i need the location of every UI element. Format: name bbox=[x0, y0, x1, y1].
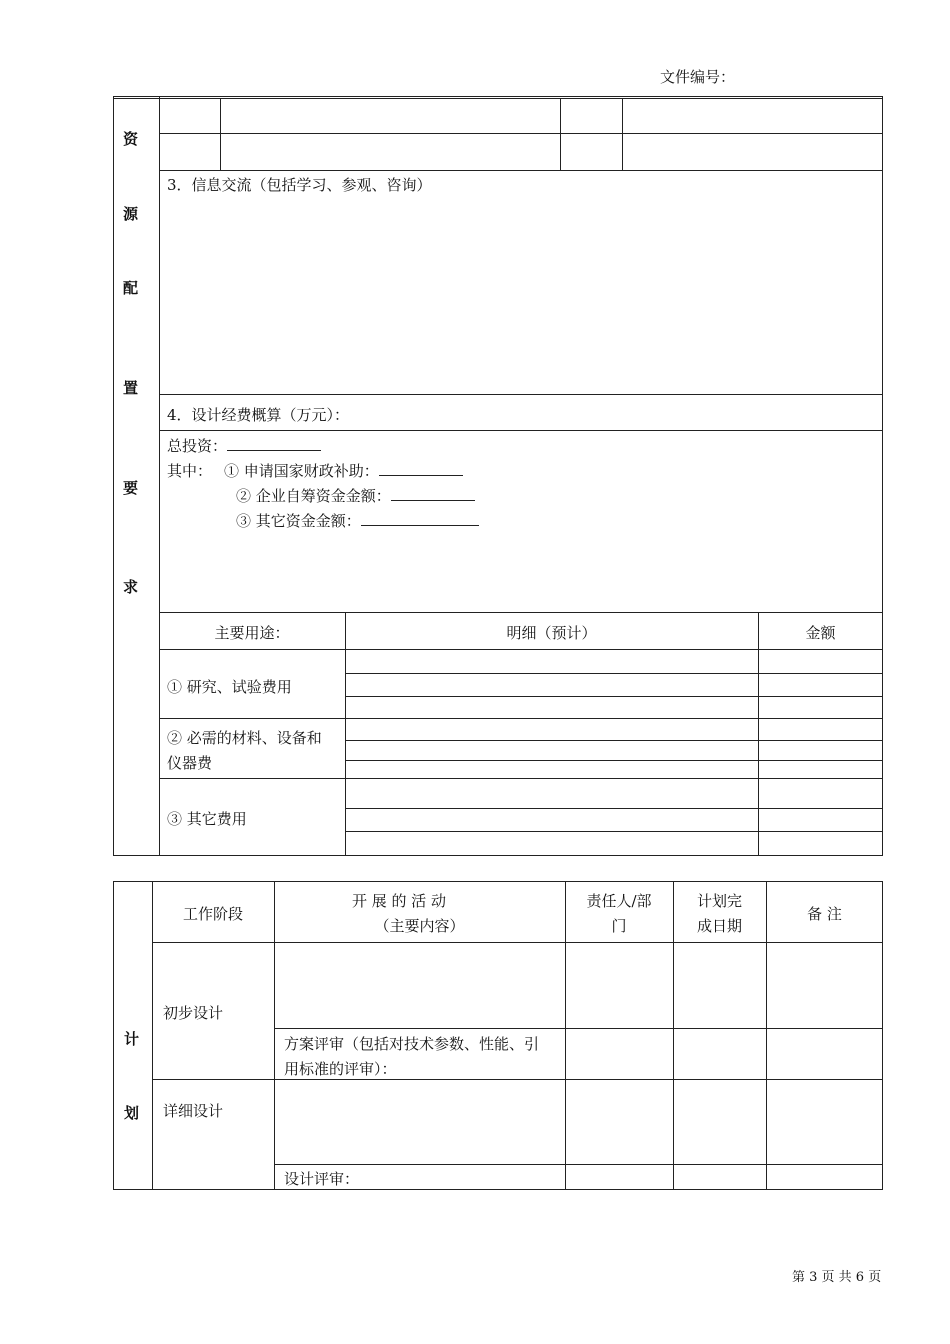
fund-item-3-blank[interactable] bbox=[361, 511, 479, 526]
header-owner-line2: 门 bbox=[611, 917, 627, 935]
usage-header-detail: 明细（预计） bbox=[506, 624, 597, 642]
double-top-rule bbox=[113, 98, 883, 99]
grid-rule bbox=[159, 649, 883, 650]
fund-item-3-label: ③ 其它资金金额： bbox=[236, 512, 361, 530]
side-char-qiu: 求 bbox=[123, 578, 139, 596]
grid-rule bbox=[159, 394, 883, 395]
grid-rule bbox=[159, 170, 883, 171]
budget-title: 4．设计经费概算（万元）： bbox=[167, 406, 350, 424]
grid-divider bbox=[766, 881, 767, 1190]
header-owner-line1: 责任人/部 bbox=[586, 892, 652, 910]
side-char-yao: 要 bbox=[123, 479, 139, 497]
side-column-divider bbox=[152, 881, 153, 1190]
grid-rule bbox=[345, 696, 883, 697]
grid-divider bbox=[758, 612, 759, 856]
grid-divider bbox=[622, 98, 623, 170]
header-date-line2: 成日期 bbox=[696, 917, 742, 935]
fund-item-3-row bbox=[236, 510, 479, 531]
grid-rule bbox=[345, 740, 883, 741]
header-date-line1: 计划完 bbox=[696, 892, 742, 910]
grid-divider bbox=[220, 98, 221, 170]
usage-header-amount: 金额 bbox=[805, 624, 836, 642]
usage-header-purpose: 主要用途： bbox=[214, 624, 290, 642]
side-char-ji: 计 bbox=[124, 1030, 140, 1048]
header-activity-line2: （主要内容） bbox=[374, 917, 465, 935]
scheme-review-line2: 用标准的评审）： bbox=[284, 1060, 397, 1078]
total-investment-row bbox=[167, 435, 321, 456]
grid-rule bbox=[345, 673, 883, 674]
fund-item-1-label: ① 申请国家财政补助： bbox=[224, 462, 379, 480]
design-review-label: 设计评审： bbox=[284, 1170, 360, 1188]
fund-item-1-blank[interactable] bbox=[379, 461, 463, 476]
grid-rule bbox=[274, 1164, 883, 1165]
grid-rule bbox=[159, 133, 883, 134]
side-char-pei: 配 bbox=[123, 279, 139, 297]
info-exchange-label: 3．信息交流（包括学习、参观、咨询） bbox=[167, 176, 432, 194]
usage-row-materials-line1: ② 必需的材料、设备和 bbox=[167, 729, 322, 747]
total-investment-blank[interactable] bbox=[227, 436, 321, 451]
document-number-label: 文件编号： bbox=[660, 68, 736, 86]
grid-rule bbox=[345, 760, 883, 761]
stage-detailed-design: 详细设计 bbox=[163, 1102, 224, 1120]
grid-rule bbox=[152, 942, 883, 943]
grid-rule bbox=[152, 1079, 883, 1080]
grid-rule bbox=[159, 612, 883, 613]
fund-item-1-row bbox=[167, 460, 463, 481]
side-char-hua: 划 bbox=[124, 1104, 140, 1122]
grid-divider bbox=[345, 612, 346, 856]
total-investment-label: 总投资： bbox=[167, 437, 228, 455]
usage-row-research: ① 研究、试验费用 bbox=[167, 678, 292, 696]
grid-rule bbox=[345, 808, 883, 809]
side-char-zhi: 置 bbox=[123, 379, 139, 397]
header-stage: 工作阶段 bbox=[182, 905, 243, 923]
fund-item-2-label: ② 企业自筹资金金额： bbox=[236, 487, 391, 505]
header-activity-line1: 开 展 的 活 动 bbox=[351, 892, 447, 910]
grid-rule bbox=[345, 831, 883, 832]
grid-rule bbox=[159, 778, 883, 779]
page-info: 第 3 页 共 6 页 bbox=[792, 1270, 882, 1285]
side-char-zi: 资 bbox=[123, 130, 139, 148]
usage-row-materials-line2: 仪器费 bbox=[167, 754, 213, 772]
grid-rule bbox=[159, 430, 883, 431]
header-remark: 备 注 bbox=[807, 905, 842, 923]
side-column-divider bbox=[159, 96, 160, 856]
usage-row-other: ③ 其它费用 bbox=[167, 810, 247, 828]
stage-preliminary-design: 初步设计 bbox=[163, 1004, 224, 1022]
grid-rule bbox=[274, 1028, 883, 1029]
grid-rule bbox=[159, 718, 883, 719]
grid-divider bbox=[560, 98, 561, 170]
fund-item-2-row bbox=[236, 485, 475, 506]
among-label: 其中： bbox=[167, 462, 213, 480]
side-char-yuan: 源 bbox=[123, 205, 139, 223]
fund-item-2-blank[interactable] bbox=[391, 486, 475, 501]
scheme-review-line1: 方案评审（包括对技术参数、性能、引 bbox=[284, 1035, 540, 1053]
